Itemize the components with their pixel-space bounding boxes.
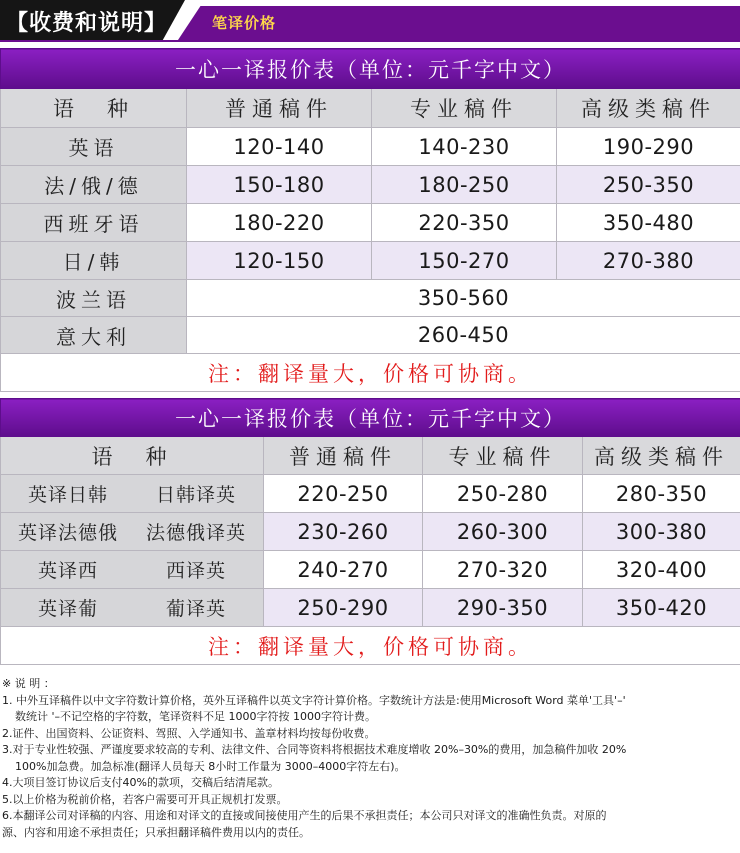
- price-cell: 150-180: [187, 166, 372, 204]
- table1-header-language: 语 种: [1, 89, 187, 128]
- header-title: 【收费和说明】: [6, 11, 168, 36]
- language-pair-forward: 英译法德俄: [17, 522, 118, 544]
- notes-line: 5.以上价格为税前价格，若客户需要可开具正规机打发票。: [2, 792, 288, 806]
- price-cell: 190-290: [557, 128, 740, 166]
- notes-line: 4.大项目签订协议后支付40%的款项，交稿后结清尾款。: [2, 776, 279, 789]
- language-cell: 意大利: [1, 317, 187, 354]
- table1-header-advanced: 高级类稿件: [557, 89, 740, 128]
- table1-header-professional: 专业稿件: [372, 89, 557, 128]
- price-table-1: [0, 48, 740, 392]
- table2-header-language: 语 种: [1, 437, 264, 475]
- table-row: [1, 475, 740, 513]
- price-cell: 220-350: [372, 204, 557, 242]
- price-cell: 250-290: [264, 589, 423, 627]
- header-subtitle: 笔译价格: [212, 14, 277, 32]
- price-cell: 300-380: [583, 513, 740, 551]
- price-cell: 250-350: [557, 166, 740, 204]
- price-cell: 180-250: [372, 166, 557, 204]
- price-cell: 320-400: [583, 551, 740, 589]
- table2-note: 注：翻译量大，价格可协商。: [1, 627, 740, 665]
- notes-line: 1. 中外互译稿件以中文字符数计算价格，英外互译稿件以英文字符计算价格。字数统计方法是:使用Microsoft Word 菜单'工具'–': [2, 693, 626, 707]
- price-cell: 350-480: [557, 204, 740, 242]
- language-pair-reverse: 日韩译英: [155, 484, 236, 506]
- notes-line: 3.对于专业性较强、严谨度要求较高的专利、法律文件、合同等资料将根据技术难度增收 20%–30%的费用，加急稿件加收 20%: [2, 743, 627, 756]
- price-cell: 270-320: [423, 551, 583, 589]
- price-cell: 230-260: [264, 513, 423, 551]
- price-cell: 350-420: [583, 589, 740, 627]
- notes-line: 2.证件、出国资料、公证资料、驾照、入学通知书、盖章材料均按每份收费。: [2, 726, 376, 740]
- language-cell: 英语: [1, 128, 187, 166]
- language-pair-reverse: 西译英: [165, 560, 226, 582]
- header-divider: [0, 40, 740, 42]
- price-cell: 150-270: [372, 242, 557, 280]
- price-cell: 120-140: [187, 128, 372, 166]
- table-row: [1, 551, 740, 589]
- notes-line: 100%加急费。加急标准(翻译人员每天 8小时工作量为 3000–4000字符左右)。: [15, 759, 406, 773]
- price-cell: 260-450: [187, 317, 740, 354]
- language-pair-forward: 英译日韩: [27, 484, 108, 506]
- table2-header-professional: 专业稿件: [423, 437, 583, 475]
- table-row: [1, 128, 740, 166]
- price-table-2: [0, 398, 740, 665]
- language-cell: 西班牙语: [1, 204, 187, 242]
- price-cell: 280-350: [583, 475, 740, 513]
- language-pair-forward: 英译葡: [37, 598, 98, 620]
- language-pair-cell: [1, 589, 264, 627]
- price-cell: 240-270: [264, 551, 423, 589]
- notes-line: 源、内容和用途不承担责任；只承担翻译稿件费用以内的责任。: [2, 825, 310, 839]
- table-row: [1, 166, 740, 204]
- price-cell: 220-250: [264, 475, 423, 513]
- language-pair-cell: [1, 513, 264, 551]
- table-row: [1, 280, 740, 317]
- language-pair-reverse: 葡译英: [165, 598, 226, 620]
- table2-caption: 一心一译报价表（单位：元千字中文）: [1, 399, 740, 437]
- language-cell: 波兰语: [1, 280, 187, 317]
- language-cell: 日/韩: [1, 242, 187, 280]
- language-pair-cell: [1, 475, 264, 513]
- table-row: [1, 204, 740, 242]
- language-cell: 法/俄/德: [1, 166, 187, 204]
- table-row: [1, 513, 740, 551]
- table1-caption: 一心一译报价表（单位：元千字中文）: [1, 49, 740, 89]
- table2-header-normal: 普通稿件: [264, 437, 423, 475]
- price-cell: 290-350: [423, 589, 583, 627]
- table1-header-normal: 普通稿件: [187, 89, 372, 128]
- price-cell: 270-380: [557, 242, 740, 280]
- language-pair-cell: [1, 551, 264, 589]
- price-cell: 350-560: [187, 280, 740, 317]
- table2-header-advanced: 高级类稿件: [583, 437, 740, 475]
- notes-line: 数统计 '–不记空格的字符数，笔译资料不足 1000字符按 1000字符计费。: [15, 710, 376, 723]
- price-cell: 140-230: [372, 128, 557, 166]
- price-cell: 260-300: [423, 513, 583, 551]
- price-cell: 180-220: [187, 204, 372, 242]
- notes-line: 6.本翻译公司对译稿的内容、用途和对译文的直接或间接使用产生的后果不承担责任；本公司只对译文的准确性负责。对原的: [2, 809, 607, 822]
- table-row: [1, 589, 740, 627]
- table-row: [1, 317, 740, 354]
- table1-note: 注：翻译量大，价格可协商。: [1, 354, 740, 392]
- price-cell: 250-280: [423, 475, 583, 513]
- language-pair-forward: 英译西: [37, 560, 98, 582]
- language-pair-reverse: 法德俄译英: [145, 522, 246, 544]
- table-row: [1, 242, 740, 280]
- notes-section: [2, 676, 738, 841]
- price-cell: 120-150: [187, 242, 372, 280]
- notes-title: ※ 说 明 ：: [2, 677, 55, 690]
- page-header: [0, 0, 740, 42]
